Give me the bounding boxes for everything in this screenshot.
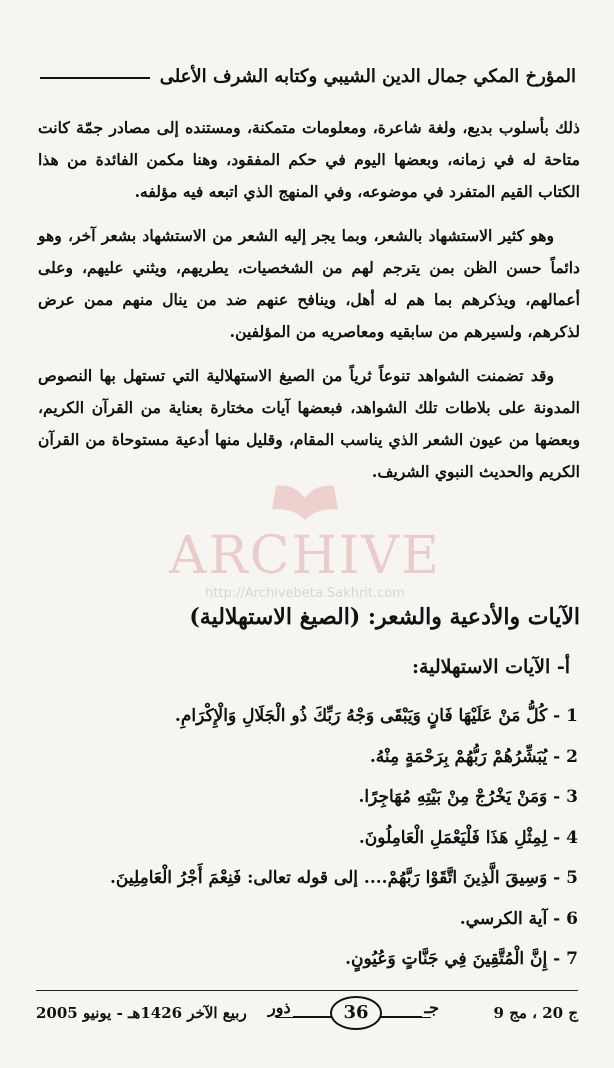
section-title: الآيات والأدعية والشعر: (الصيغ الاستهلالية) <box>189 604 580 630</box>
paragraph-2: وهو كثير الاستشهاد بالشعر، وبما يجر إليه الشعر من الاستشهاد بشعر آخر، وهو دائماً حسن الظن بمن يترجم لهم من الشخصيات، يطريهم، ويثني عليهم، وعلى أعمالهم، ويذكرهم بما هم له أهل، وينافح عنهم ضد من ينال منهم ممن عرض لذكرهم، ولسيرهم من سابقيه ومعاصريه من المؤلفين. <box>38 226 580 341</box>
verse-item: 6 - آية الكرسي. <box>459 908 578 929</box>
journal-name-right: جـ <box>424 998 439 1017</box>
verse-item: 5 - وَسِيقَ الَّذِينَ اتَّقَوْا رَبَّهُمْ.... إلى قوله تعالى: فَنِعْمَ أَجْرُ الْعَامِلِينَ. <box>110 868 578 888</box>
footer-rule <box>36 990 578 991</box>
journal-mark <box>266 994 441 1030</box>
verse-item: 2 - يُبَشِّرُهُمْ رَبُّهُمْ بِرَحْمَةٍ مِنْهُ. <box>369 746 578 767</box>
body-text <box>38 112 580 500</box>
footer-issue: ج 20 ، مج 9 <box>493 1004 578 1022</box>
footer-date: ربيع الآخر 1426هـ - يونيو 2005 <box>36 1004 247 1022</box>
journal-name-left: ذور <box>268 998 291 1017</box>
verse-item: 4 - لِمِثْلِ هَذَا فَلْيَعْمَلِ الْعَامِلُونَ. <box>358 827 578 848</box>
paragraph-1: ذلك بأسلوب بديع، ولغة شاعرة، ومعلومات متمكنة، ومستنده إلى مصادر جمّة كانت متاحة له في زمانه، وبعضها اليوم في حكم المفقود، وهنا مكمن الفائدة من هذا الكتاب القيم المتفرد في موضوعه، وفي المنهج الذي اتبعه فيه مؤلفه. <box>38 118 580 201</box>
paragraph-3: وقد تضمنت الشواهد تنوعاً ثرياً من الصيغ الاستهلالية التي تستهل بها النصوص المدونة على بلاطات تلك الشواهد، فبعضها آيات مختارة بعناية من القرآن الكريم، وبعضها من عيون الشعر الذي يناسب المقام، وقليل منها أدعية مستوحاة من القرآن الكريم والحديث النبوي الشريف. <box>38 366 580 481</box>
verse-item: 7 - إِنَّ الْمُتَّقِينَ فِي جَنَّاتٍ وَعُيُونٍ. <box>345 949 578 969</box>
page-footer <box>36 994 578 1034</box>
verse-item: 3 - وَمَنْ يَخْرُجْ مِنْ بَيْتِهِ مُهَاجِرًا. <box>358 787 578 807</box>
header-rule <box>40 77 150 79</box>
running-header <box>40 62 576 90</box>
watermark-text: ARCHIVE <box>169 526 441 586</box>
subsection-title: أ- الآيات الاستهلالية: <box>411 656 570 678</box>
verse-list <box>34 696 578 980</box>
header-title: المؤرخ المكي جمال الدين الشيبي وكتابه الشرف الأعلى <box>159 65 576 87</box>
verse-item: 1 - كُلُّ مَنْ عَلَيْهَا فَانٍ وَيَبْقَى وَجْهُ رَبِّكَ ذُو الْجَلَالِ وَالْإِكْرَامِ. <box>174 706 578 726</box>
page-number: 36 <box>330 996 382 1030</box>
watermark-url: http://Archivebeta.Sakhrit.com <box>205 586 405 601</box>
archive-watermark <box>160 520 450 610</box>
